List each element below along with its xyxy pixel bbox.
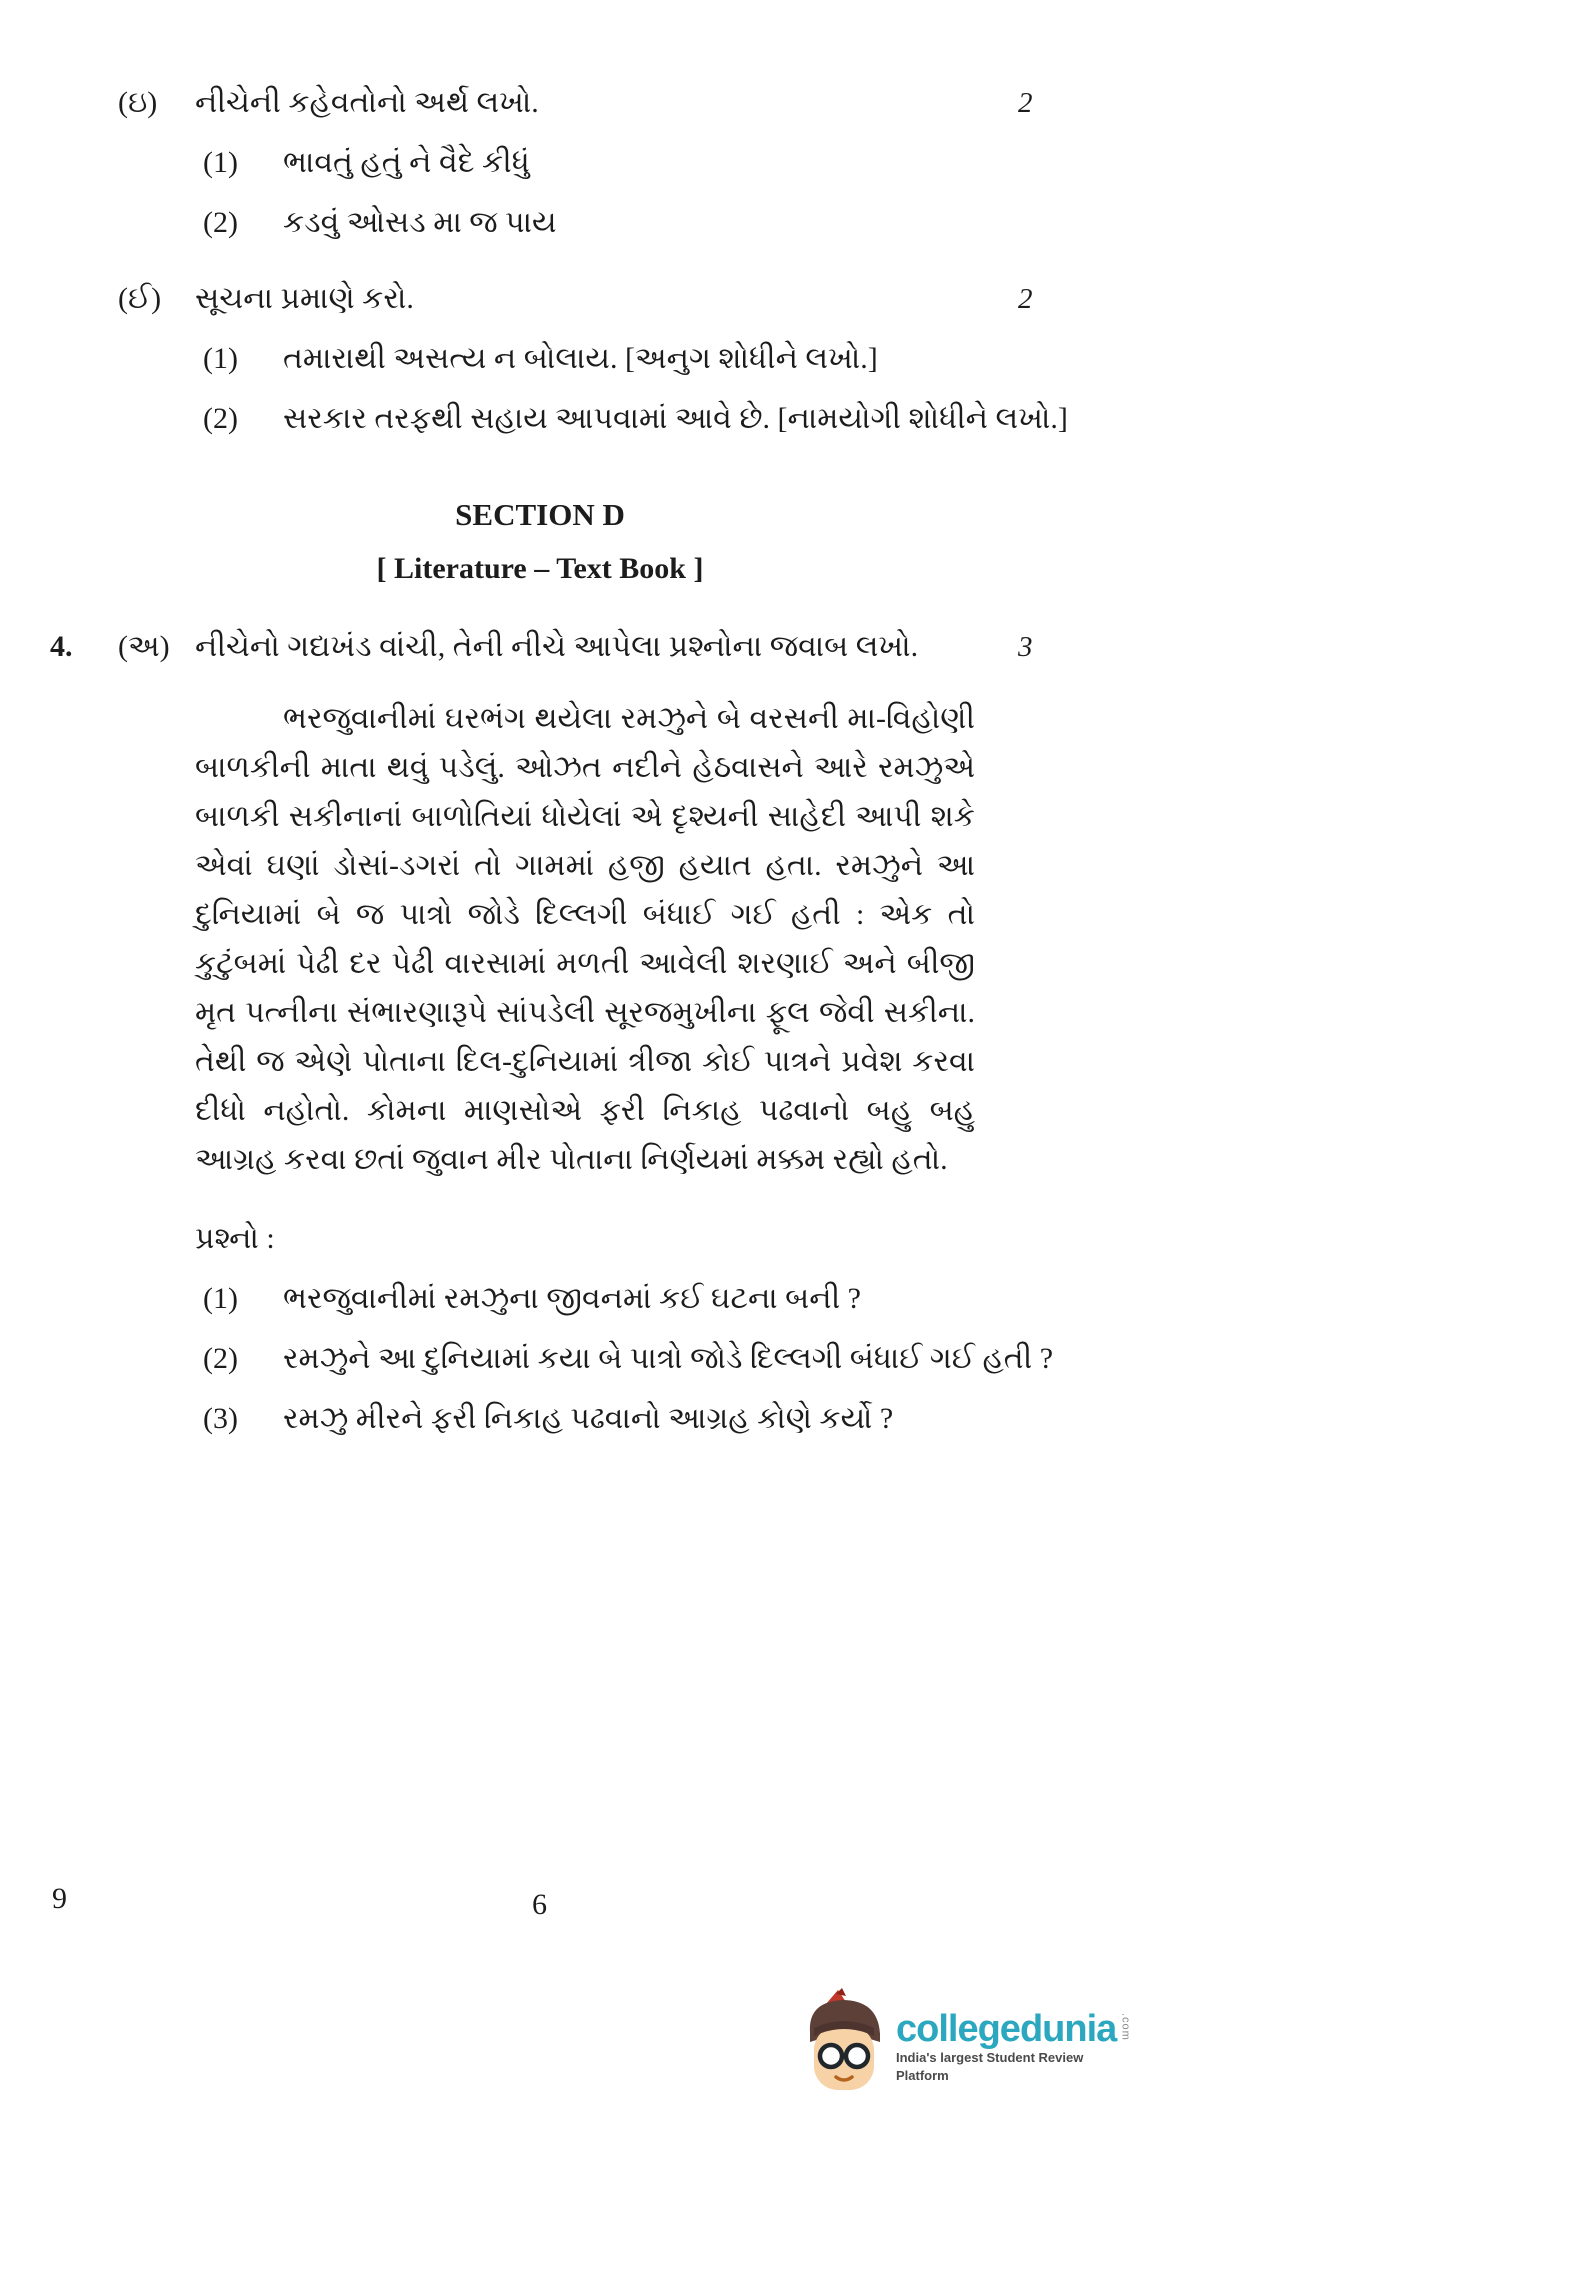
exam-page-content	[0, 0, 1080, 1442]
sub-item-text: કડવું ઓસડ મા જ પાય	[283, 206, 557, 239]
sub-question-text: રમઝુને આ દુનિયામાં કયા બે પાત્રો જોડે દિલ્લગી બંધાઈ ગઈ હતી ?	[283, 1342, 1054, 1375]
sub-item-number: (1)	[203, 146, 238, 179]
sub-question-number: (1)	[203, 1282, 238, 1315]
sub-item-text: તમારાથી અસત્ય ન બોલાય. [અનુગ શોધીને લખો.]	[283, 342, 878, 375]
collegedunia-mascot-icon	[798, 1988, 890, 2105]
marks-value: 2	[1018, 283, 1033, 315]
sub-question-number: (3)	[203, 1402, 238, 1435]
question-row	[0, 624, 1080, 670]
section-subtitle: [ Literature – Text Book ]	[376, 552, 704, 585]
question-text: નીચેનો ગદ્યખંડ વાંચી, તેની નીચે આપેલા પ્રશ્નોના જવાબ લખો.	[195, 630, 919, 663]
reading-passage: ભરજુવાનીમાં ઘરભંગ થયેલા રમઝુને બે વરસની મા-વિહોણી બાળકીની માતા થવું પડેલું. ઓઝત નદીને હેઠવાસને આરે રમઝુએ બાળકી સકીનાનાં બાળોતિયાં ધોયેલાં એ દૃશ્યની સાહેદી આપી શકે એવાં ઘણાં ડોસાં-ડગરાં તો ગામમાં હજી હયાત હતા. રમઝુને આ દુનિયામાં બે જ પાત્રો જોડે દિલ્લગી બંધાઈ ગઈ હતી : એક તો કુટુંબમાં પેઢી દર પેઢી વારસામાં મળતી આવેલી શરણાઈ અને બીજી મૃત પત્નીના સંભારણારૂપે સાંપડેલી સૂરજમુખીના ફૂલ જેવી સકીના. તેથી જ એણે પોતાના દિલ-દુનિયામાં ત્રીજા કોઈ પાત્રને પ્રવેશ કરવા દીધો નહોતો. કોમના માણસોએ ફરી નિકાહ પઢવાનો બહુ બહુ આગ્રહ કરવા છતાં જુવાન મીર પોતાના નિર્ણયમાં મક્કમ રહ્યો હતો.	[195, 702, 975, 1176]
questions-heading: પ્રશ્નો :	[195, 1222, 275, 1255]
brand-text-column	[896, 2009, 1131, 2085]
question-4-block	[0, 624, 1080, 1442]
sub-item	[0, 336, 1080, 382]
sub-question-text: ભરજુવાનીમાં રમઝુના જીવનમાં કઈ ઘટના બની ?	[283, 1282, 861, 1315]
question-row	[0, 80, 1080, 126]
sub-item-number: (2)	[203, 206, 238, 239]
question-label: (અ)	[118, 630, 170, 663]
brand-tagline: India's largest Student Review Platform	[896, 2049, 1084, 2083]
brand-domain-suffix: .com	[1119, 2012, 1132, 2041]
question-text: સૂચના પ્રમાણે કરો.	[195, 282, 414, 315]
marks-value: 3	[1018, 631, 1033, 663]
collegedunia-watermark	[798, 1988, 1132, 2105]
sub-item-number: (2)	[203, 402, 238, 435]
brand-logo-line	[896, 2009, 1131, 2049]
sub-item	[0, 200, 1080, 246]
marks-value: 2	[1018, 87, 1033, 119]
sub-question	[0, 1336, 1080, 1382]
sub-item	[0, 396, 1080, 442]
question-block-i	[0, 80, 1080, 246]
sub-question-text: રમઝુ મીરને ફરી નિકાહ પઢવાનો આગ્રહ કોણે કર્યો ?	[283, 1402, 894, 1435]
question-label: (ઈ)	[118, 282, 162, 315]
brand-name: collegedunia	[896, 2007, 1117, 2050]
sub-item-text: ભાવતું હતું ને વૈદે કીધું	[283, 146, 530, 179]
question-paper-code: 9	[52, 1882, 67, 1915]
sub-question-number: (2)	[203, 1342, 238, 1375]
question-block-ii	[0, 276, 1080, 442]
question-row	[0, 276, 1080, 322]
sub-question	[0, 1396, 1080, 1442]
page-number: 6	[532, 1888, 547, 1921]
question-text: નીચેની કહેવતોનો અર્થ લખો.	[195, 86, 539, 119]
section-title: SECTION D	[455, 497, 625, 532]
sub-item-text: સરકાર તરફથી સહાય આપવામાં આવે છે. [નામયોગી શોધીને લખો.]	[283, 402, 1068, 435]
sub-item	[0, 140, 1080, 186]
sub-question	[0, 1276, 1080, 1322]
question-number: 4.	[50, 630, 73, 663]
question-label: (ઇ)	[118, 86, 158, 119]
sub-item-number: (1)	[203, 342, 238, 375]
